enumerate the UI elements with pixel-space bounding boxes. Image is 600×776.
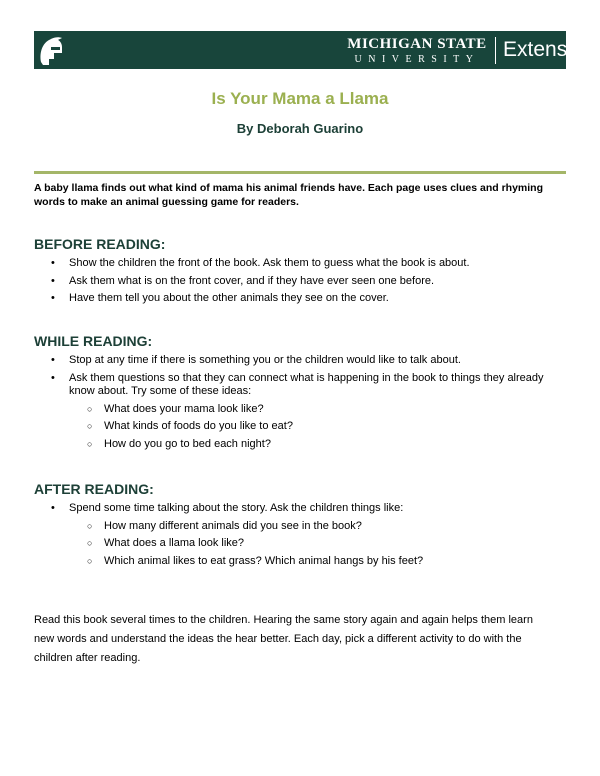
list-item: • Ask them questions so that they can connect what is happening in the book to things they already know about. Try some of these ideas: ○ What does your mama look like? ○ What kinds of foods do you like to eat? ○ How do you go to bed each night? — [34, 372, 566, 452]
list-item: • Have them tell you about the other animals they see on the cover. — [51, 292, 389, 304]
author-line: By Deborah Guarino — [236, 121, 364, 136]
spartan-helmet-icon — [38, 35, 64, 66]
msu-wordmark — [342, 36, 492, 66]
circle-bullet-icon: ○ — [87, 421, 93, 431]
page-title: Is Your Mama a Llama — [211, 89, 389, 108]
bullet-icon: • — [51, 292, 55, 304]
circle-bullet-icon: ○ — [87, 403, 93, 414]
circle-bullet-icon: ○ — [87, 555, 93, 566]
circle-bullet-icon: ○ — [87, 438, 93, 449]
list-item: • Spend some time talking about the story. Ask the children things like: ○ How many different animals did you see in the book? ○ What does a llama look like? ○ Which animal likes to eat grass? Which animal hangs by his feet? — [34, 502, 566, 568]
sub-list-item: ○ Which animal likes to eat grass? Which animal hangs by his feet? — [87, 554, 424, 567]
bullet-icon: • — [51, 354, 55, 366]
before-reading-section — [34, 235, 566, 310]
sub-list-item: ○ How do you go to bed each night? — [87, 437, 271, 450]
sub-list-item: ○ How many different animals did you see in the book? — [87, 519, 362, 532]
bullet-icon: • — [51, 274, 55, 287]
circle-bullet-icon: ○ — [87, 538, 93, 548]
bullet-icon: • — [51, 371, 55, 384]
section-heading: BEFORE READING: — [34, 236, 166, 252]
section-heading: AFTER READING: — [34, 481, 154, 497]
extension-label: Extension — [503, 38, 596, 61]
list-item: • Stop at any time if there is something you or the children would like to talk about. — [51, 354, 461, 366]
msu-extension-banner — [34, 31, 596, 69]
list-item: • Ask them what is on the front cover, and if they have ever seen one before. — [51, 274, 435, 287]
sub-list-item: ○ What does a llama look like? — [87, 537, 245, 549]
closing-paragraph: Read this book several times to the children. Hearing the same story again and again helps them learn new words and understand the ideas the hear better. Each day, pick a different activity to do with the children after reading. — [34, 614, 533, 664]
divider-rule — [34, 171, 566, 174]
circle-bullet-icon: ○ — [87, 520, 93, 531]
msu-wordmark-line2: UNIVERSITY — [354, 54, 480, 65]
list-item: • Show the children the front of the book. Ask them to guess what the book is about. — [51, 257, 470, 269]
bullet-icon: • — [51, 257, 55, 269]
while-reading-section — [34, 332, 566, 455]
after-reading-section — [34, 480, 566, 572]
section-heading: WHILE READING: — [34, 333, 153, 349]
msu-wordmark-line1: MICHIGAN STATE — [347, 36, 487, 52]
sub-list-item: ○ What kinds of foods do you like to eat? — [87, 420, 293, 432]
banner-divider — [495, 37, 496, 64]
intro-paragraph: A baby llama finds out what kind of mama his animal friends have. Each page uses clues and rhyming words to make an animal guessing game for readers. — [34, 182, 543, 208]
bullet-icon: • — [51, 502, 55, 514]
sub-list-item: ○ What does your mama look like? — [87, 402, 264, 415]
